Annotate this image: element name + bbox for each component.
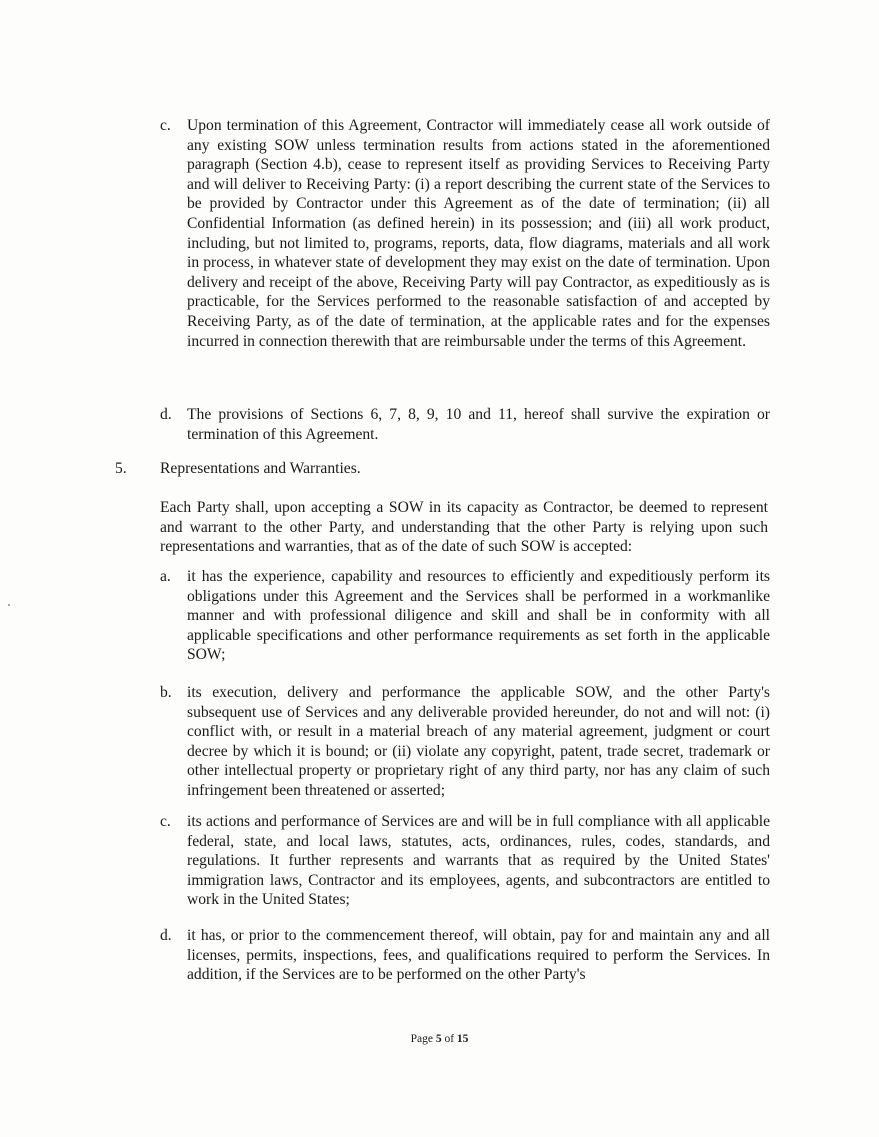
clause-label: a. xyxy=(160,568,171,585)
clause-text: its actions and performance of Services are and will be in full compliance with all applicable federal, state, and local laws, statutes, acts, ordinances, rules, codes, standards, and regulations. It further represents and warrants that as required by the United States' immigration laws, Contractor and its employees, agents, and subcontractors are entitled to work in the United States; xyxy=(187,813,770,909)
page-label: Page xyxy=(410,1033,433,1045)
clause-4d xyxy=(160,405,770,444)
clause-text: Upon termination of this Agreement, Contractor will immediately cease all work outside of any existing SOW unless termination results from actions stated in the aforementioned paragraph (Section 4.b), cease to represent itself as providing Services to Receiving Party and will deliver to Receiving Party: (i) a report describing the current state of the Services to be provided by Contractor under this Agreement as of the date of termination; (ii) all Confidential Information (as defined herein) in its possession; and (iii) all work product, including, but not limited to, programs, reports, data, flow diagrams, materials and all work in process, in whatever state of development they may exist on the date of termination. Upon delivery and receipt of the above, Receiving Party will pay Contractor, as expeditiously as is practicable, for the Services performed to the reasonable satisfaction of and accepted by Receiving Party, as of the date of termination, at the applicable rates and for the expenses incurred in connection therewith that are reimbursable under the terms of this Agreement. xyxy=(187,117,770,350)
clause-label: d. xyxy=(160,406,172,423)
warranty-b xyxy=(160,683,770,801)
page-footer xyxy=(0,1032,879,1046)
clause-label: c. xyxy=(160,117,171,134)
clause-text: it has the experience, capability and resources to efficiently and expeditiously perform its obligations under this Agreement and the Services shall be performed in a workmanlike manner and with professional diligence and skill and shall be in conformity with all applicable specifications and other performance requirements as set forth in the applicable SOW; xyxy=(187,568,770,664)
page-number: 5 xyxy=(435,1033,442,1045)
warranty-c xyxy=(160,812,770,910)
of-label: of xyxy=(444,1033,455,1045)
page-total: 15 xyxy=(456,1033,469,1045)
section-number: 5. xyxy=(115,460,127,477)
warranty-d xyxy=(160,926,770,985)
clause-4c xyxy=(160,116,770,351)
clause-text: its execution, delivery and performance the applicable SOW, and the other Party's subsequent use of Services and any deliverable provided hereunder, do not and will not: (i) conflict with, or result in a material breach of any material agreement, judgment or court decree by which it is bound; or (ii) violate any copyright, patent, trade secret, trademark or other intellectual property or proprietary right of any third party, nor has any claim of such infringement been threatened or asserted; xyxy=(187,684,770,799)
section-title: Representations and Warranties. xyxy=(160,460,361,477)
clause-label: c. xyxy=(160,813,171,830)
clause-text: it has, or prior to the commencement thereof, will obtain, pay for and maintain any and all licenses, permits, inspections, fees, and qualifications required to perform the Services. In addition, if the Services are to be performed on the other Party's xyxy=(187,927,770,984)
clause-label: b. xyxy=(160,684,172,701)
scan-speck xyxy=(8,604,10,606)
section-intro-paragraph: Each Party shall, upon accepting a SOW in its capacity as Contractor, be deemed to represent and warrant to the other Party, and understanding that the other Party is relying upon such representations and warranties, that as of the date of such SOW is accepted: xyxy=(160,499,768,556)
clause-text: The provisions of Sections 6, 7, 8, 9, 10 and 11, hereof shall survive the expiration or termination of this Agreement. xyxy=(187,406,770,443)
warranty-a xyxy=(160,567,770,665)
clause-label: d. xyxy=(160,927,172,944)
